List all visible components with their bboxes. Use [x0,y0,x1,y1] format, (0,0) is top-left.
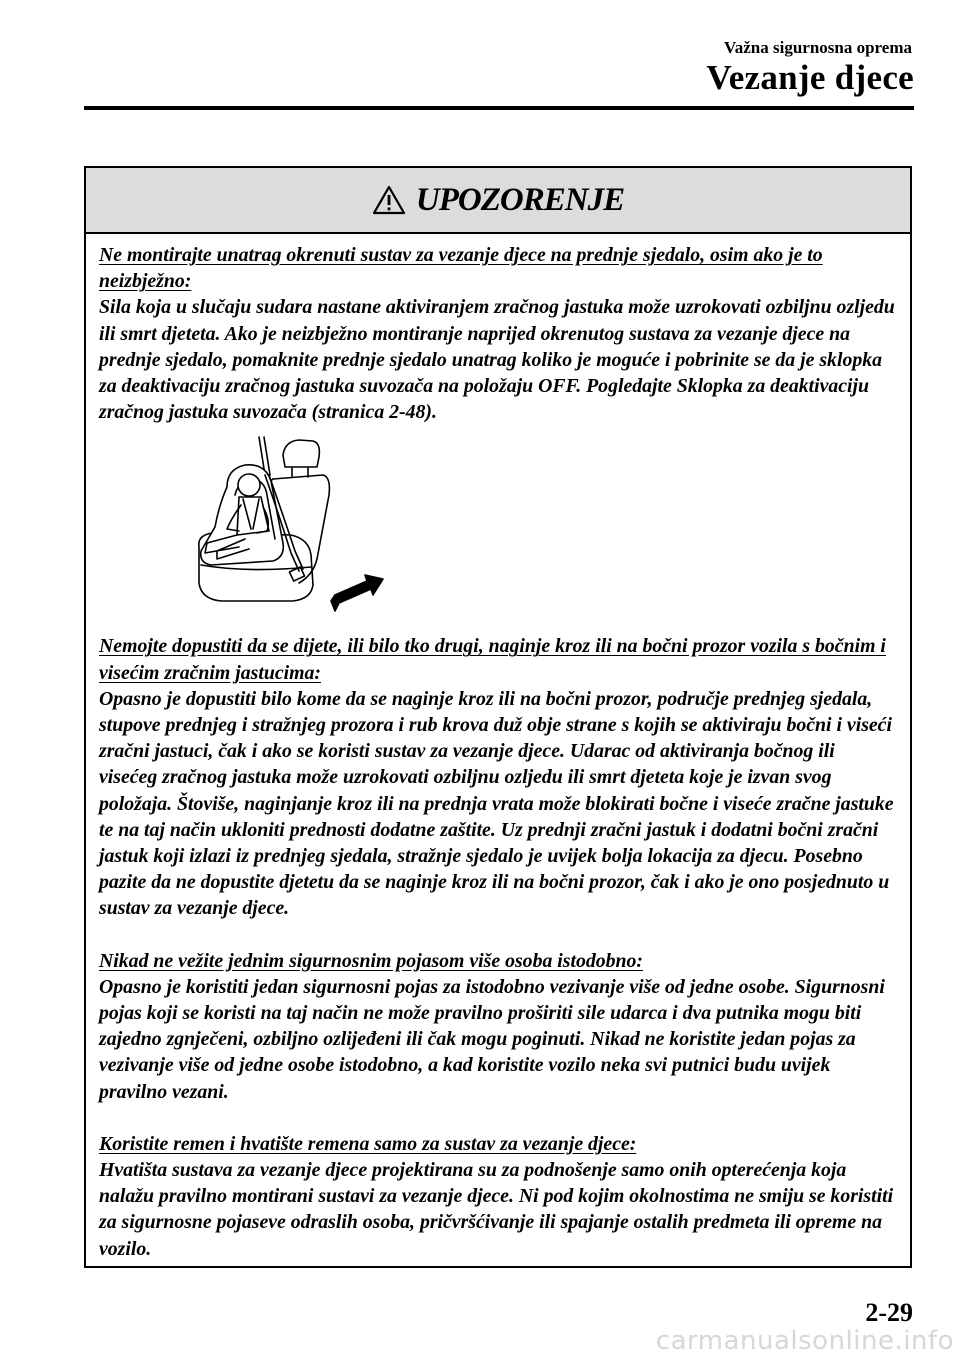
block-heading: Koristite remen i hvatište remena samo za sustav za vezanje djece: [99,1132,637,1155]
section-label: Važna sigurnosna oprema [724,38,912,57]
block-heading: Nemojte dopustiti da se dijete, ili bilo tko drugi, naginje kroz ili na bočni prozor vozila s bočnim i visećim zračnim jastucima: [99,635,886,684]
warning-body [86,234,910,1262]
warning-block-side-window [99,633,896,921]
block-text: Hvatišta sustava za vezanje djece projektirana su za podnošenje samo onih opterećenja koja nalažu pravilno montirani sustavi za vezanje djece. Ni pod kojim okolnostima ne smiju se koristiti za sigurnosne pojaseve odraslih osoba, pričvršćivanje ili spajanje ostalih predmeta ili opreme na vozilo. [99,1159,894,1260]
block-text: Opasno je koristiti jedan sigurnosni pojas za istodobno vezivanje više od jedne osobe. Sigurnosni pojas koji se koristi na taj način ne može pravilno proširiti sile udarca i dva putnika mogu biti zajedno zgnječeni, ozbiljno ozlijeđeni ili čak mogu poginuti. Nikad ne koristite jedan pojas za vezivanje više od jedne osobe istodobno, a kad koristite vozilo neka svi putnici budu uvijek pravilno vezani. [99,975,885,1103]
watermark: carmanualsonline.info [655,1326,954,1356]
block-heading: Ne montirajte unatrag okrenuti sustav za vezanje djece na prednje sjedalo, osim ako je to neizbježno: [99,244,823,293]
warning-title: UPOZORENJE [415,181,625,218]
block-text: Sila koja u slučaju sudara nastane aktiviranjem zračnog jastuka može uzrokovati ozbiljnu ozljedu ili smrt djeteta. Ako je neizbježno montiranje naprijed okrenutog sustava za vezanje djece na prednje sjedalo, pomaknite prednje sjedalo unatrag koliko je moguće i pobrinite se da je sklopka za deaktivaciju zračnog jastuka suvozača na položaju OFF. Pogledajte Sklopka za deaktivaciju zračnog jastuka suvozača (stranica 2-48). [99,296,895,424]
warning-block-rear-facing [99,242,896,425]
block-text: Opasno je dopustiti bilo kome da se naginje kroz ili na bočni prozor, područje prednjeg sjedala, stupove prednjeg i stražnjeg prozora i rub krova duž obje strane s kojih se aktiviraju bočni i viseći zračni jastuci, čak i ako se koristi sustav za vezanje djece. Udarac od aktiviranja bočnog ili visećeg zračnog jastuka može uzrokovati ozbiljnu ozljedu ili smrt djeteta koje je izvan svog položaja. Štoviše, naginjanje kroz ili na prednja vrata može blokirati bočne i viseće zračne jastuke te na taj način ukloniti prednosti dodatne zaštite. Uz prednji zračni jastuk i dodatni bočni zračni jastuk koji izlazi iz prednjeg sjedala, stražnje sjedalo je uvijek bolja lokacija za djecu. Posebno pazite da ne dopustite djetetu da se naginje kroz ili na bočni prozor, čak i ako je ono posjednuto u sustav za vezanje djece. [99,687,894,920]
warning-block-tether-anchor [99,1131,896,1262]
warning-triangle-icon [372,185,406,215]
child-seat-illustration [99,435,896,625]
block-heading: Nikad ne vežite jednim sigurnosnim pojasom više osoba istodobno: [99,949,644,972]
warning-block-one-belt [99,948,896,1105]
warning-box [84,166,912,1268]
header-divider [84,106,914,110]
child-seat-on-front-seat-figure [187,435,437,625]
chapter-title: Vezanje djece [706,58,914,97]
warning-header [86,168,910,234]
page-number: 2-29 [865,1298,913,1327]
